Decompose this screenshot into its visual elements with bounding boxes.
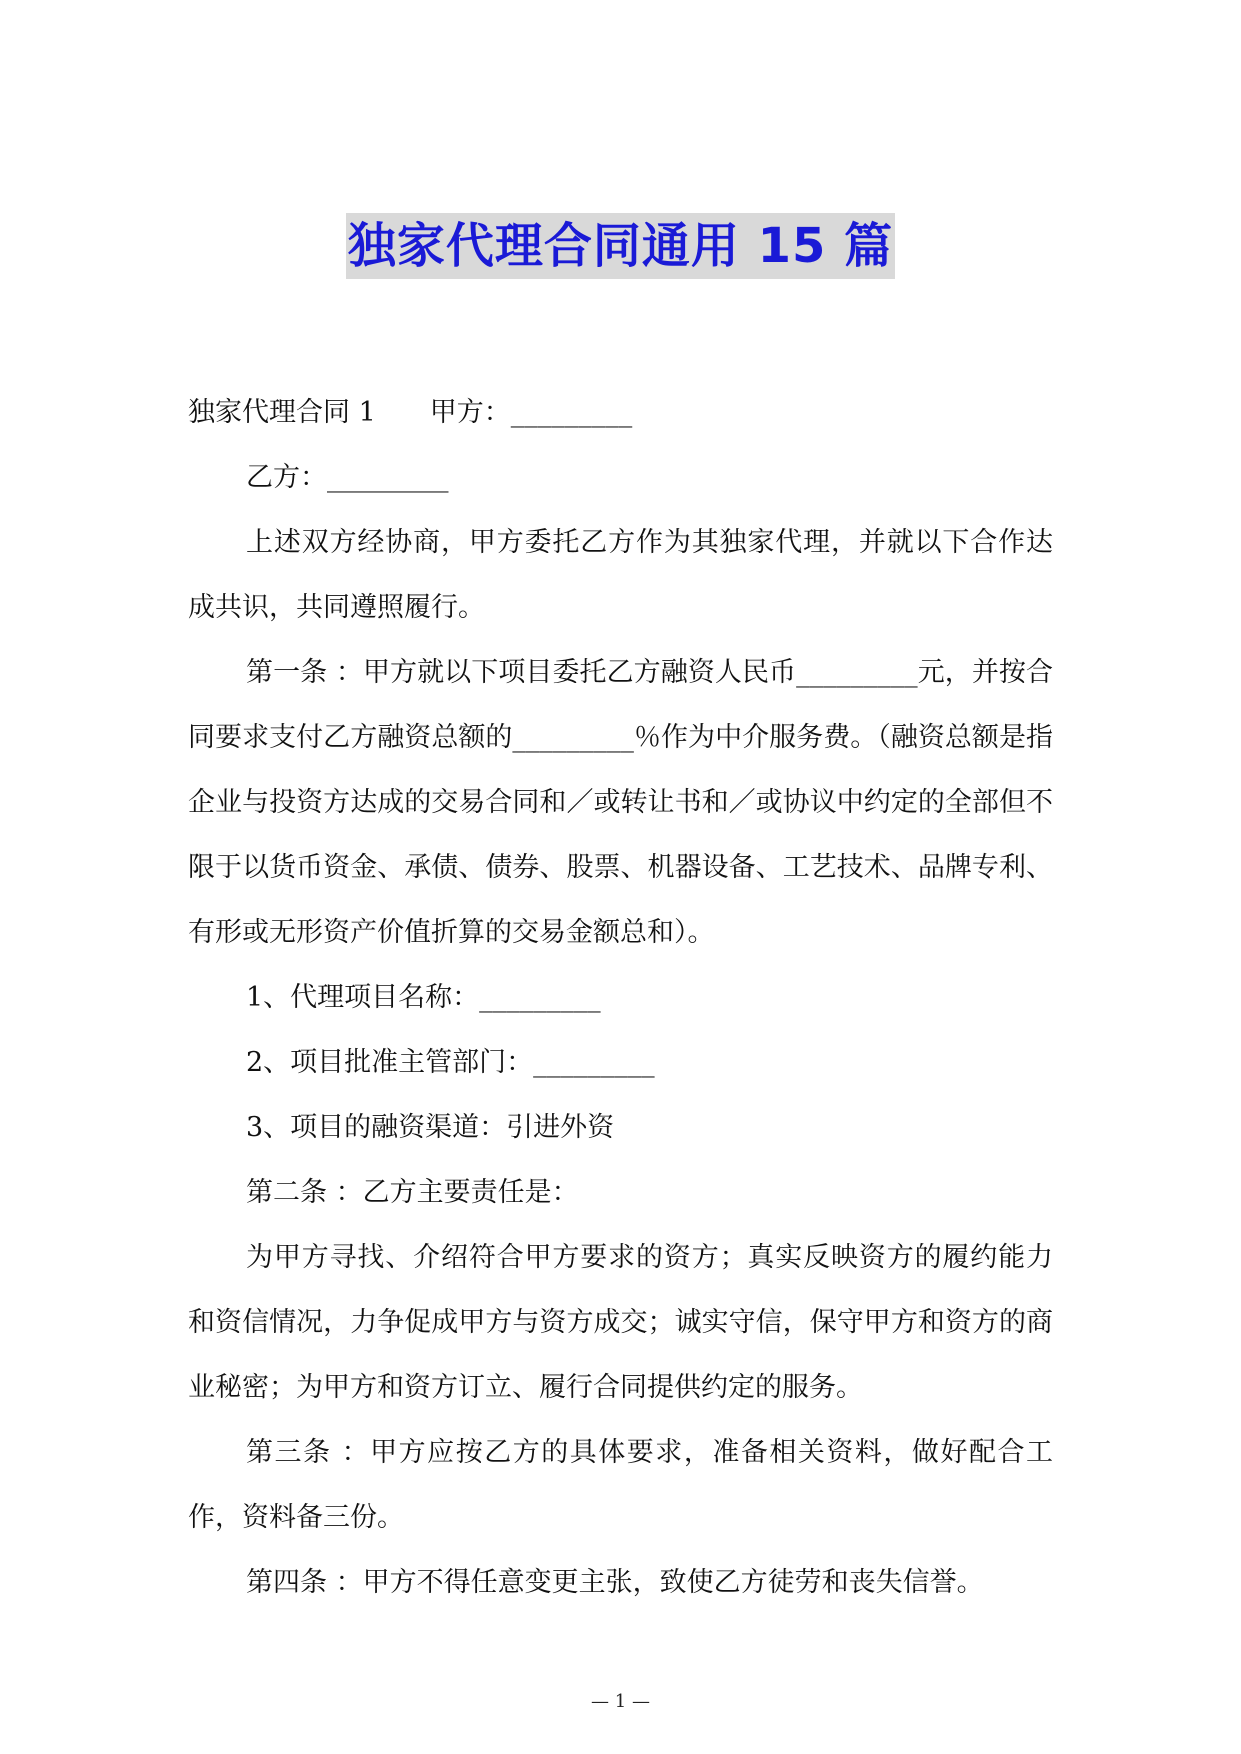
paragraph-article-4: 第四条 ：甲方不得任意变更主张，致使乙方徒劳和丧失信誉。 <box>246 1567 984 1598</box>
paragraph-article-2: 第二条 ：乙方主要责任是： <box>246 1177 579 1208</box>
paragraph-article-3: 第三条 ：甲方应按乙方的具体要求，准备相关资料，做好配合工作，资料备三份。 <box>188 1437 1053 1533</box>
paragraph-intro: 上述双方经协商，甲方委托乙方作为其独家代理，并就以下合作达成共识，共同遵照履行。 <box>188 527 1053 623</box>
paragraph-article-1: 第一条 ：甲方就以下项目委托乙方融资人民币_________元，并按合同要求支付乙方融资总额的_________％作为中介服务费。（融资总额是指企业与投资方达成的交易合同和／或转让书和／或协议中约定的全部但不限于以货币资金、承债、债券、股票、机器设备、工艺技术、品牌专利、有形或无形资产价值折算的交易金额总和）。 <box>188 657 1053 948</box>
document-body <box>188 380 1053 1615</box>
document-title: 独家代理合同通用 15 篇 <box>346 213 895 279</box>
paragraph-contract-heading: 独家代理合同 1 甲方：_________ <box>188 397 633 428</box>
title-container <box>0 213 1241 279</box>
page-number: — 1 — <box>591 1691 650 1712</box>
paragraph-article-2-body: 为甲方寻找、介绍符合甲方要求的资方；真实反映资方的履约能力和资信情况，力争促成甲方与资方成交；诚实守信，保守甲方和资方的商业秘密；为甲方和资方订立、履行合同提供约定的服务。 <box>188 1242 1053 1403</box>
paragraph-item-3: 3、项目的融资渠道：引进外资 <box>246 1112 615 1143</box>
paragraph-item-2: 2、项目批准主管部门：_________ <box>246 1047 655 1078</box>
paragraph-item-1: 1、代理项目名称：_________ <box>246 982 601 1013</box>
paragraph-party-b: 乙方：_________ <box>246 462 449 493</box>
